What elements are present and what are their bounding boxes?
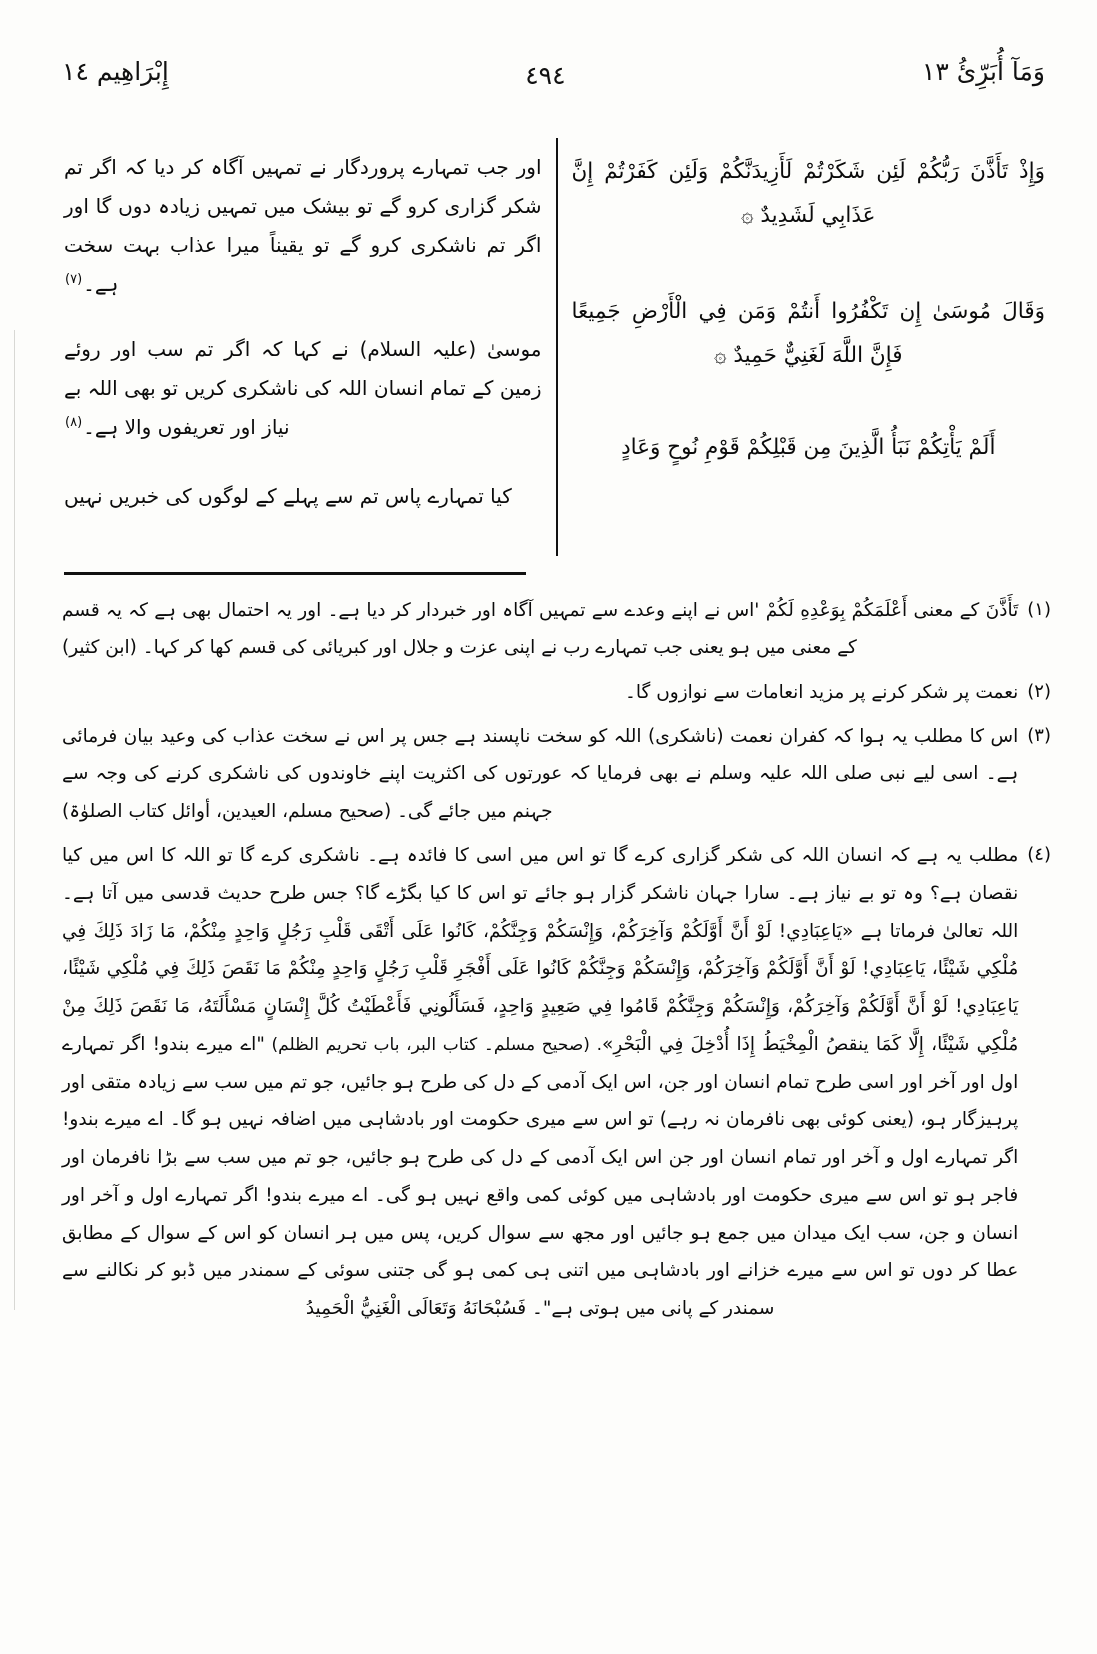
footnote-4-closing-arabic: فَسُبْحَانَهُ وَتَعَالَى الْغَنِيُّ الْحَمِيدُ (305, 1297, 527, 1319)
ayah-text-7: وَإِذْ تَأَذَّنَ رَبُّكُمْ لَئِن شَكَرْتُمْ لَأَزِيدَنَّكُمْ وَلَئِن كَفَرْتُمْ إِنَّ عَذَابِي لَشَدِيدٌ ۞ (571, 159, 1045, 229)
urdu-translation-8 (64, 330, 542, 447)
footnote-4-hadith-urdu: "اے میرے بندو! اگر تمہارے اول اور آخر اور اسی طرح تمام انسان اور جن، اس ایک آدمی کے دل کی طرح ہو جائیں، جو تم میں سب سے زیادہ متقی اور پرہیزگار ہو، (یعنی کوئی بھی نافرمان نہ رہے) تو اس سے میری حکومت اور بادشاہی میں اضافہ نہیں ہو گا۔ اے میرے بندو! اگر تمہارے اول و آخر اور تمام انسان اور جن اس ایک آدمی کے دل کی طرح ہو جائیں، جو تم میں سب سے بڑا نافرمان اور فاجر ہو تو اس سے میری حکومت اور بادشاہی میں کوئی کمی واقع نہیں ہو گی۔ اے میرے بندو! اگر تمہارے اول و آخر اور انسان و جن، سب ایک میدان میں جمع ہو جائیں اور مجھ سے سوال کریں، پس میں ہر انسان کو اس کے سوال کے مطابق عطا کر دوں تو اس سے میرے خزانے اور بادشاہی میں اتنی ہی کمی ہو گی جتنی سوئی کے سمندر میں ڈبو کر نکالنے سے سمندر کے پانی میں ہوتی ہے"۔ (62, 1033, 1019, 1319)
footnote-1-marker: (١) (1027, 599, 1051, 620)
arabic-column (556, 138, 1050, 556)
footnote-4-hadith-arabic: «يَاعِبَادِي! لَوْ أَنَّ أَوَّلَكُمْ وَآخِرَكُمْ، وَإِنْسَكُمْ وَجِنَّكُمْ، كَانُوا عَلَى أَتْقَى قَلْبِ رَجُلٍ وَاحِدٍ مِنْكُمْ، مَا زَادَ ذَلِكَ فِي مُلْكِي شَيْئًا، يَاعِبَادِي! لَوْ أَنَّ أَوَّلَكُمْ وَآخِرَكُمْ، وَإِنْسَكُمْ وَجِنَّكُمْ كَانُوا عَلَى أَفْجَرِ قَلْبِ رَجُلٍ وَاحِدٍ مِنْكُمْ مَا نَقَصَ ذَلِكَ فِي مُلْكِي شَيْئًا، يَاعِبَادِي! لَوْ أَنَّ أَوَّلَكُمْ وَآخِرَكُمْ، وَإِنْسَكُمْ وَجِنَّكُمْ قَامُوا فِي صَعِيدٍ وَاحِدٍ، فَسَأَلُونِي فَأَعْطَيْتُ كُلَّ إِنْسَانٍ مَسْأَلَتَهُ، مَا نَقَصَ ذَلِكَ مِنْ مُلْكِي شَيْئًا، إِلَّا كَمَا ينقصُ الْمِخْيَطُ إِذَا أُدْخِلَ فِي الْبَحْرِ» (62, 920, 1019, 1055)
footnote-3 (62, 718, 1051, 830)
footnote-ref-4: (٨) (65, 415, 83, 431)
urdu-translation-9: کیا تمہارے پاس تم سے پہلے کے لوگوں کی خبریں نہیں (64, 484, 512, 508)
verse-translation-block (62, 138, 1049, 556)
footnote-4-marker: (٤) (1027, 844, 1051, 866)
footnote-3-marker: (٣) (1027, 725, 1051, 747)
urdu-translation-7-text: اور جب تمہارے پروردگار نے تمہیں آگاہ کر دیا کہ اگر تم شکر گزاری کرو گے تو بیشک میں تمہیں زیادہ دوں گا اور اگر تم ناشکری کرو گے تو یقیناً میرا عذاب بہت سخت ہے۔ (64, 155, 542, 296)
urdu-translation-8-text: موسیٰ (علیہ السلام) نے کہا کہ اگر تم سب اور روئے زمین کے تمام انسان اللہ کی ناشکری کریں تو بھی اللہ بے نیاز اور تعریفوں والا ہے۔ (64, 337, 542, 439)
footnote-4-text (62, 837, 1018, 1328)
footnote-2-marker: (٢) (1027, 680, 1051, 702)
page-number: ٤٩٤ (525, 61, 566, 90)
footnote-4-intro: مطلب یہ ہے کہ انسان اللہ کی شکر گزاری کرے گا تو اس میں اسی کا فائدہ ہے۔ ناشکری کرے گا تو اللہ کا اس میں کیا نقصان ہے؟ وہ تو بے نیاز ہے۔ سارا جہان ناشکر گزار ہو جائے تو اس کا کیا بگڑے گا؟ جس طرح حدیث قدسی میں آتا ہے۔ اللہ تعالیٰ فرماتا ہے (62, 845, 1019, 942)
ayah-text-9: أَلَمْ يَأْتِكُمْ نَبَأُ الَّذِينَ مِن قَبْلِكُمْ قَوْمِ نُوحٍ وَعَادٍ (621, 435, 996, 461)
scan-edge-artifact (14, 330, 15, 1310)
footnote-4 (62, 837, 1051, 1328)
footnote-1-text: تَأَذَّنَ کے معنی أَعْلَمَكُمْ بِوَعْدِهِ لَكُمْ 'اس نے اپنے وعدے سے تمہیں آگاہ اور خبردار کر دیا ہے۔ اور یہ احتمال بھی ہے کہ یہ قسم کے معنی میں ہو یعنی جب تمہارے رب نے اپنی عزت و جلال اور کبریائی کی قسم کھا کر کہا۔ (ابن کثیر) (62, 600, 1019, 659)
urdu-translation-column (62, 138, 556, 556)
ayah-text-8: وَقَالَ مُوسَىٰ إِن تَكْفُرُوا أَنتُمْ وَمَن فِي الْأَرْضِ جَمِيعًا فَإِنَّ اللَّهَ لَغَنِيٌّ حَمِيدٌ ۞ (571, 299, 1045, 369)
footnote-3-text: اس کا مطلب یہ ہوا کہ کفران نعمت (ناشکری) اللہ کو سخت ناپسند ہے جس پر اس نے سخت عذاب کی وعید بیان فرمائی ہے۔ اسی لیے نبی صلی اللہ علیہ وسلم نے بھی فرمایا کہ عورتوں کی اکثریت اپنے خاوندوں کی ناشکری کرنے کی وجہ سے جہنم میں جائے گی۔ (صحیح مسلم، العیدین، أوائل کتاب الصلوٰۃ) (62, 726, 1019, 822)
footnote-ref-3: (٧) (65, 272, 83, 288)
footnote-4-source: . (صحیح مسلم۔ کتاب البر، باب تحریم الظلم) (264, 1034, 603, 1055)
footnote-divider-rule (64, 572, 526, 575)
surah-label: إِبْرَاهِيم ١٤ (62, 57, 169, 86)
footnote-2-text: نعمت پر شکر کرنے پر مزید انعامات سے نوازوں گا۔ (625, 681, 1019, 703)
footnote-1 (62, 592, 1051, 667)
footnotes-section (62, 592, 1051, 1335)
juz-label: وَمَآ أُبَرِّئُ ١٣ (921, 57, 1045, 86)
page-header (62, 56, 1045, 112)
urdu-translation-7 (64, 148, 542, 304)
footnote-2 (62, 674, 1051, 711)
